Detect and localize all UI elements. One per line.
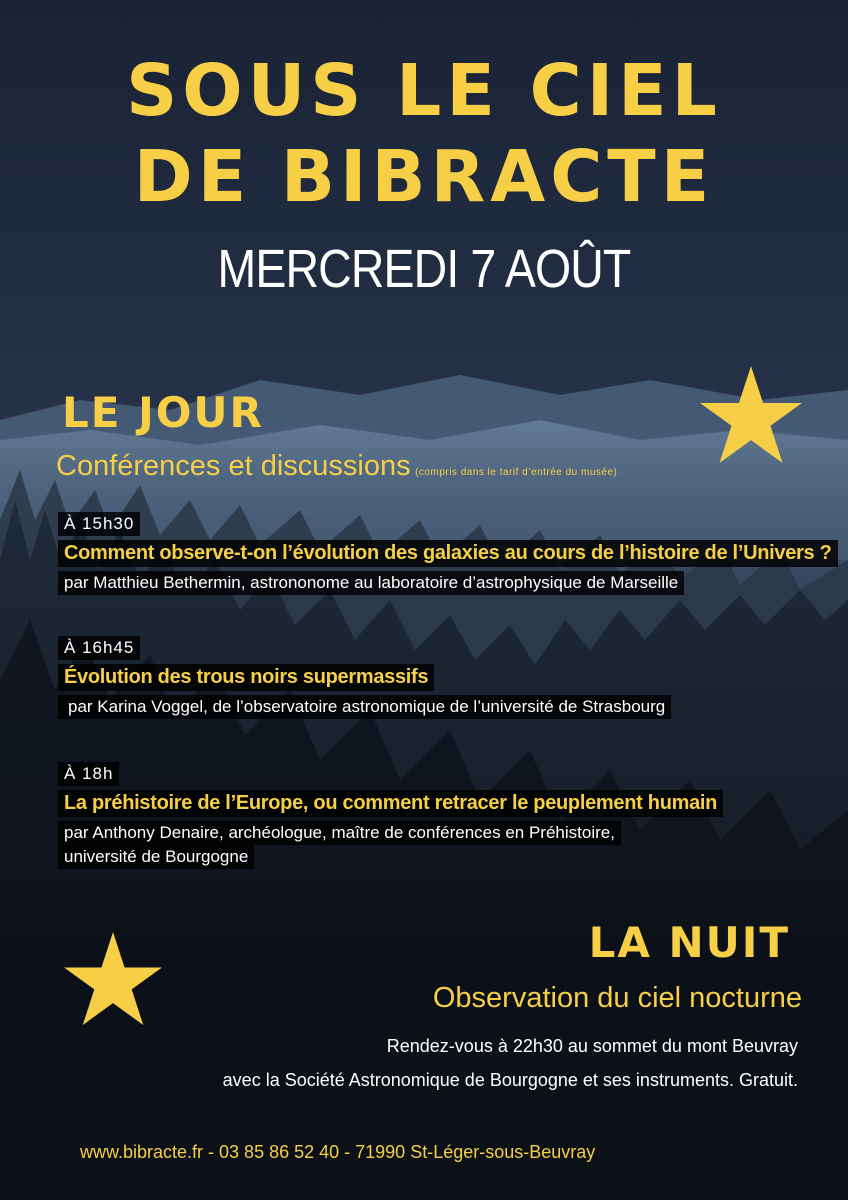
day-price-note: (compris dans le tarif d’entrée du musée) bbox=[415, 467, 618, 478]
title-line-2: DE BIBRACTE bbox=[133, 135, 715, 218]
talk-title: Évolution des trous noirs supermassifs bbox=[58, 664, 434, 691]
talk-title: Comment observe-t-on l’évolution des galaxies au cours de l’histoire de l’Univers ? bbox=[58, 540, 838, 567]
night-subtitle: Observation du ciel nocturne bbox=[432, 982, 802, 1014]
talk-time: À 15h30 bbox=[58, 512, 140, 536]
title-line-1: SOUS LE CIEL bbox=[126, 49, 722, 132]
event-date: MERCREDI 7 AOÛT bbox=[217, 239, 631, 299]
day-subtitle: Conférences et discussions bbox=[56, 450, 411, 482]
talk-3 bbox=[58, 762, 723, 869]
star-icon bbox=[700, 366, 802, 464]
star-icon bbox=[64, 932, 162, 1026]
night-line-2: avec la Société Astronomique de Bourgogne et ses instruments. Gratuit. bbox=[222, 1070, 798, 1090]
talk-2 bbox=[58, 636, 671, 719]
talk-title: La préhistoire de l’Europe, ou comment retracer le peuplement humain bbox=[58, 790, 723, 817]
footer-contact[interactable]: www.bibracte.fr - 03 85 86 52 40 - 71990 St-Léger-sous-Beuvray bbox=[80, 1142, 596, 1162]
talk-time: À 16h45 bbox=[58, 636, 140, 660]
night-line-1: Rendez-vous à 22h30 au sommet du mont Beuvray bbox=[386, 1036, 798, 1056]
talk-time: À 18h bbox=[58, 762, 119, 786]
talk-speaker: par Karina Voggel, de l’observatoire astronomique de l’université de Strasbourg bbox=[58, 695, 671, 719]
day-heading: LE JOUR bbox=[62, 388, 264, 437]
talk-speaker-line-1: par Anthony Denaire, archéologue, maître de conférences en Préhistoire, bbox=[58, 821, 621, 845]
talk-speaker-line-2: université de Bourgogne bbox=[58, 845, 254, 869]
talk-1 bbox=[58, 512, 838, 595]
talk-speaker: par Matthieu Bethermin, astrononome au laboratoire d’astrophysique de Marseille bbox=[58, 571, 684, 595]
day-subtitle-row bbox=[56, 450, 617, 483]
night-heading: LA NUIT bbox=[588, 918, 790, 967]
poster-title bbox=[0, 48, 848, 220]
